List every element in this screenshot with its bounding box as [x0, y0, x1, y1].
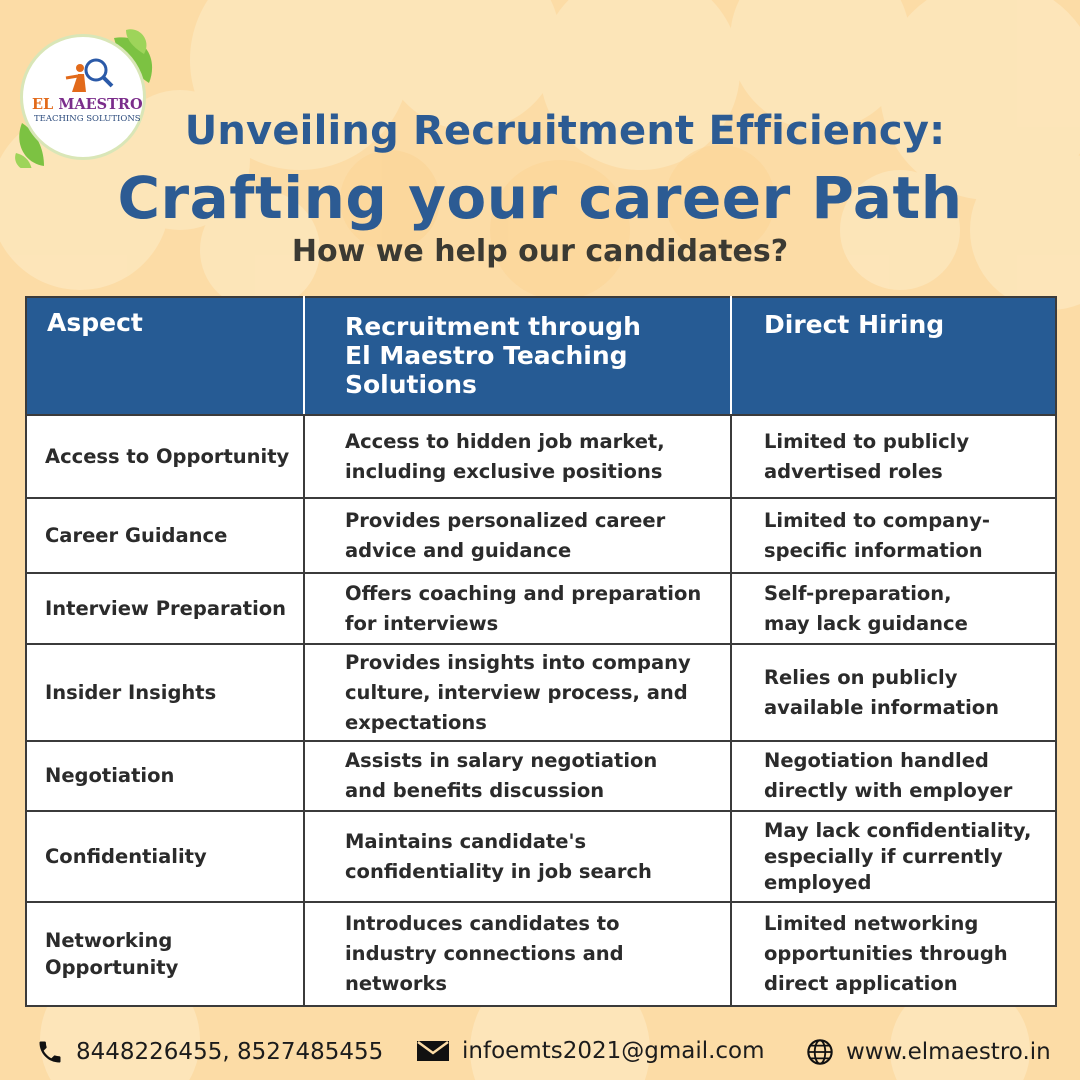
website-text: www.elmaestro.in: [846, 1039, 1051, 1065]
agency-cell: Access to hidden job market, including exclusive positions: [304, 415, 731, 498]
agency-cell: Offers coaching and preparation for interviews: [304, 573, 731, 644]
aspect-cell: Insider Insights: [26, 644, 304, 741]
agency-cell: Maintains candidate's confidentiality in job search: [304, 811, 731, 902]
aspect-cell: Interview Preparation: [26, 573, 304, 644]
table-row: [26, 902, 1056, 1006]
aspect-cell: Access to Opportunity: [26, 415, 304, 498]
footer-email[interactable]: [416, 1038, 765, 1064]
agency-cell: Provides personalized career advice and guidance: [304, 498, 731, 573]
agency-cell: Introduces candidates to industry connections and networks: [304, 902, 731, 1006]
footer-website[interactable]: [806, 1038, 1051, 1066]
phone-text: 8448226455, 8527485455: [76, 1039, 384, 1065]
table-row: [26, 573, 1056, 644]
aspect-cell: Career Guidance: [26, 498, 304, 573]
aspect-cell: Confidentiality: [26, 811, 304, 902]
email-text: infoemts2021@gmail.com: [462, 1038, 765, 1064]
aspect-cell: Networking Opportunity: [26, 902, 304, 1006]
direct-cell: Self-preparation, may lack guidance: [731, 573, 1056, 644]
table-header-row: [26, 297, 1056, 415]
headline-subtitle: How we help our candidates?: [291, 234, 789, 269]
direct-cell: Relies on publicly available information: [731, 644, 1056, 741]
table-row: [26, 415, 1056, 498]
footer-phone[interactable]: [36, 1038, 383, 1066]
header-agency: Recruitment through El Maestro Teaching Solutions: [304, 297, 731, 415]
logo-name-el: EL: [32, 96, 54, 113]
phone-icon: [36, 1038, 64, 1066]
headline-line-2: Crafting your career Path: [117, 164, 963, 232]
agency-cell: Provides insights into company culture, interview process, and expectations: [304, 644, 731, 741]
logo-subtitle: TEACHING SOLUTIONS: [34, 114, 141, 124]
header-aspect: Aspect: [26, 297, 304, 415]
direct-cell: Limited to publicly advertised roles: [731, 415, 1056, 498]
direct-cell: Negotiation handled directly with employer: [731, 741, 1056, 811]
header-direct: Direct Hiring: [731, 297, 1056, 415]
direct-cell: Limited networking opportunities through direct application: [731, 902, 1056, 1006]
aspect-cell: Negotiation: [26, 741, 304, 811]
globe-icon: [806, 1038, 834, 1066]
envelope-icon: [416, 1039, 450, 1063]
comparison-table: [25, 296, 1057, 1007]
table-row: [26, 741, 1056, 811]
table-row: [26, 498, 1056, 573]
magnifier-person-icon: [58, 56, 118, 96]
table-row: [26, 811, 1056, 902]
table-row: [26, 644, 1056, 741]
headline-line-1: Unveiling Recruitment Efficiency:: [184, 108, 946, 154]
logo-name-rest: MAESTRO: [58, 96, 143, 113]
direct-cell: May lack confidentiality, especially if currently employed: [731, 811, 1056, 902]
contact-footer: [0, 1030, 1080, 1076]
agency-cell: Assists in salary negotiation and benefits discussion: [304, 741, 731, 811]
direct-cell: Limited to company- specific information: [731, 498, 1056, 573]
